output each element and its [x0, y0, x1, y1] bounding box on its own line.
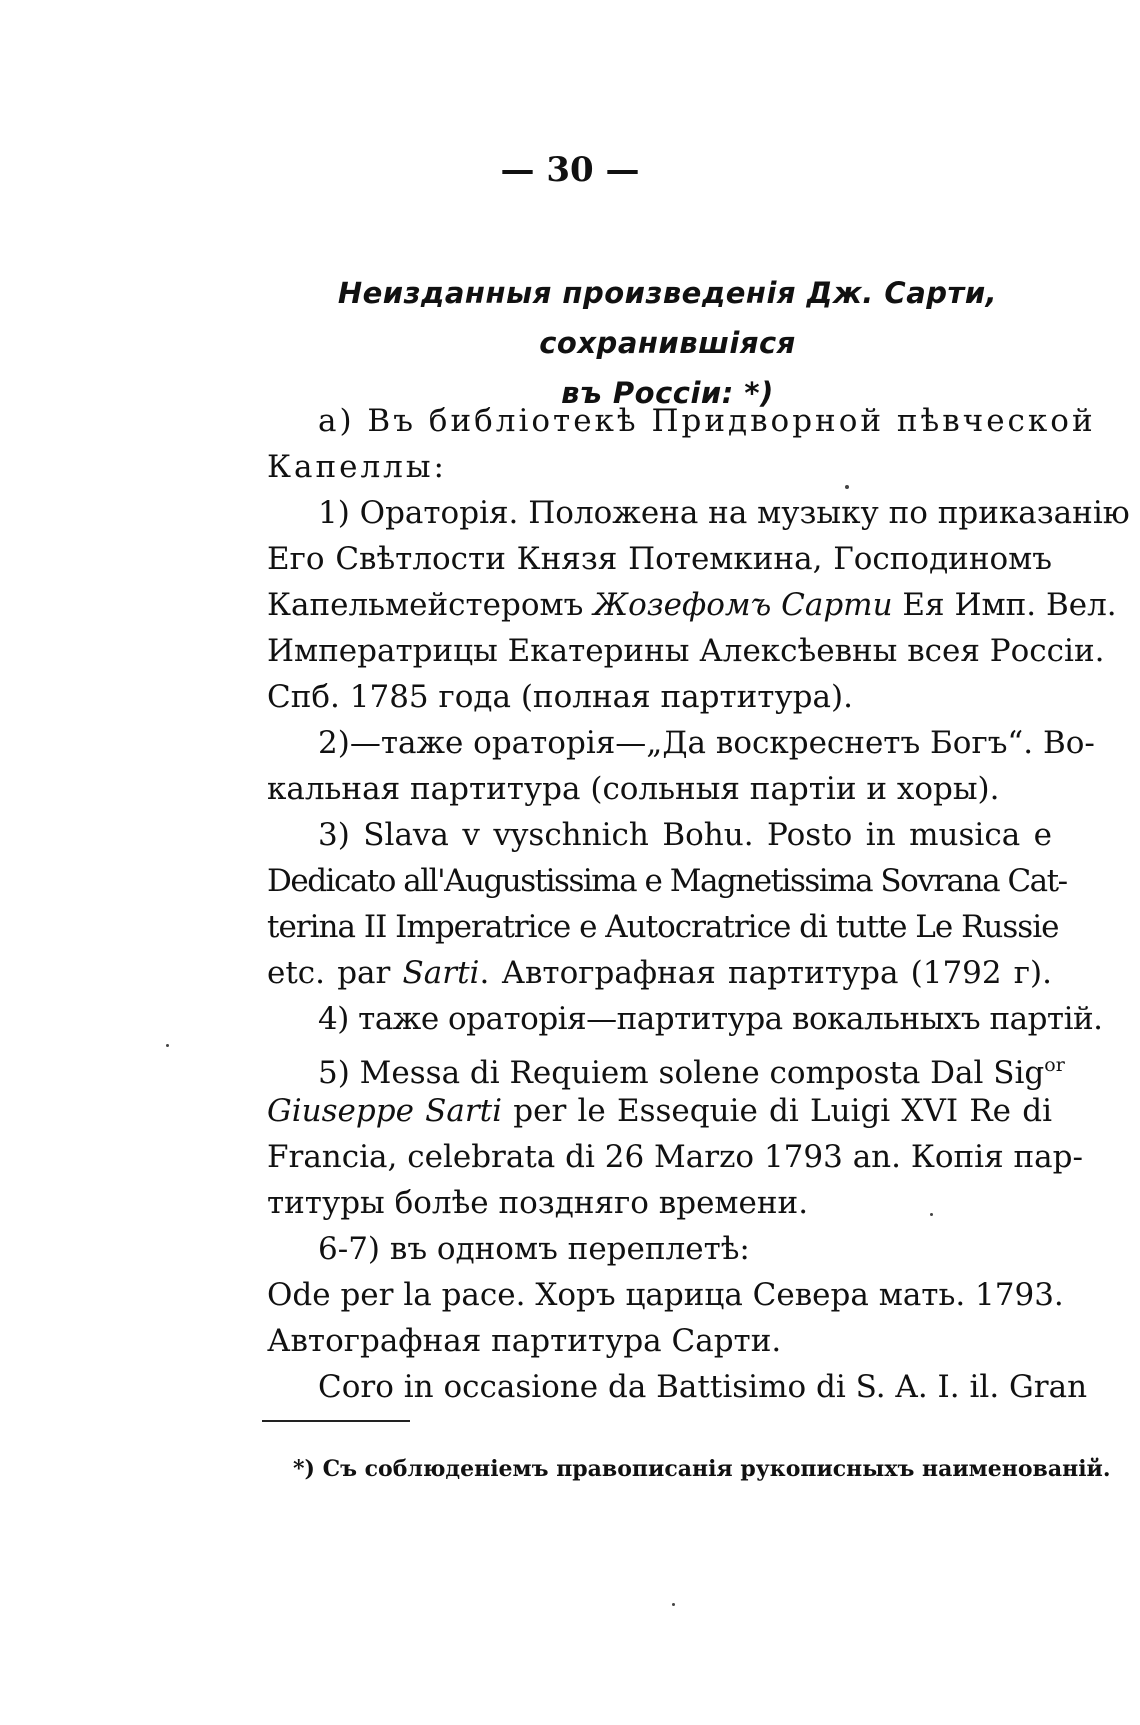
body-line: 2)—таже ораторія—„Да воскреснетъ Богъ“. Во- [318, 725, 1095, 761]
body-line: 3) Slava v vyschnich Bohu. Posto in musica e [318, 817, 1052, 853]
section-heading [280, 268, 1055, 418]
body-line: а) Въ библіотекѣ Придворной пѣвческой [318, 403, 1096, 439]
body-line: Giuseppe Sarti per le Essequie di Luigi XVI Re di [267, 1093, 1052, 1129]
body-line: 4) таже ораторія—партитура вокальныхъ партій. [318, 1001, 1103, 1037]
body-line: титуры болѣе поздняго времени. [267, 1185, 809, 1221]
scan-speck [930, 1213, 933, 1216]
footnote: *) Съ соблюденіемъ правописанія рукописныхъ наименованій. [293, 1456, 1111, 1482]
body-line: Francia, celebrata di 26 Marzo 1793 an. Копія пар- [267, 1139, 1083, 1175]
body-line: etc. par Sarti. Автографная партитура (1792 г). [267, 955, 1052, 991]
scan-speck [166, 1044, 169, 1047]
body-line: Императрицы Екатерины Алексѣевны всея Россіи. [267, 633, 1105, 669]
heading-line-1: Неизданныя произведенія Дж. Сарти, сохранившіяся [337, 276, 998, 360]
body-line: Автографная партитура Сарти. [267, 1323, 782, 1359]
body-line: Dedicato all'Augustissima e Magnetissima Sovrana Cat- [267, 863, 1067, 899]
body-line: 1) Ораторія. Положена на музыку по приказанію [318, 495, 1130, 531]
footnote-divider [262, 1420, 410, 1422]
body-line: Его Свѣтлости Князя Потемкина, Господиномъ [267, 541, 1052, 577]
body-line: Ode per la pace. Хоръ царица Севера мать. 1793. [267, 1277, 1064, 1313]
body-line: 5) Messa di Requiem solene composta Dal Sig$^{or}$ [318, 1054, 1065, 1091]
italic-composer-name: Жозефомъ Сарти [593, 587, 893, 623]
scan-speck [845, 485, 849, 489]
body-line: кальная партитура (сольныя партіи и хоры). [267, 771, 1000, 807]
body-line: Coro in occasione da Battisimo di S. A. I. il. Gran [318, 1369, 1088, 1405]
scan-speck [672, 1603, 675, 1606]
italic-composer-name-2: Giuseppe Sarti [267, 1093, 503, 1129]
superscript: or [1044, 1054, 1065, 1076]
body-line: 6-7) въ одномъ переплетѣ: [318, 1231, 750, 1267]
body-line: Капельмейстеромъ Жозефомъ Сарти Ея Имп. Вел. [267, 587, 1117, 623]
heading-line-2: въ Россіи: *) [561, 376, 774, 410]
body-line: Капеллы: [267, 449, 447, 485]
page-number: — 30 — [500, 150, 640, 190]
body-line: terina II Imperatrice e Autocratrice di tutte Le Russie [267, 909, 1059, 945]
italic-author-name: Sarti [402, 955, 480, 991]
body-line: Спб. 1785 года (полная партитура). [267, 679, 853, 715]
